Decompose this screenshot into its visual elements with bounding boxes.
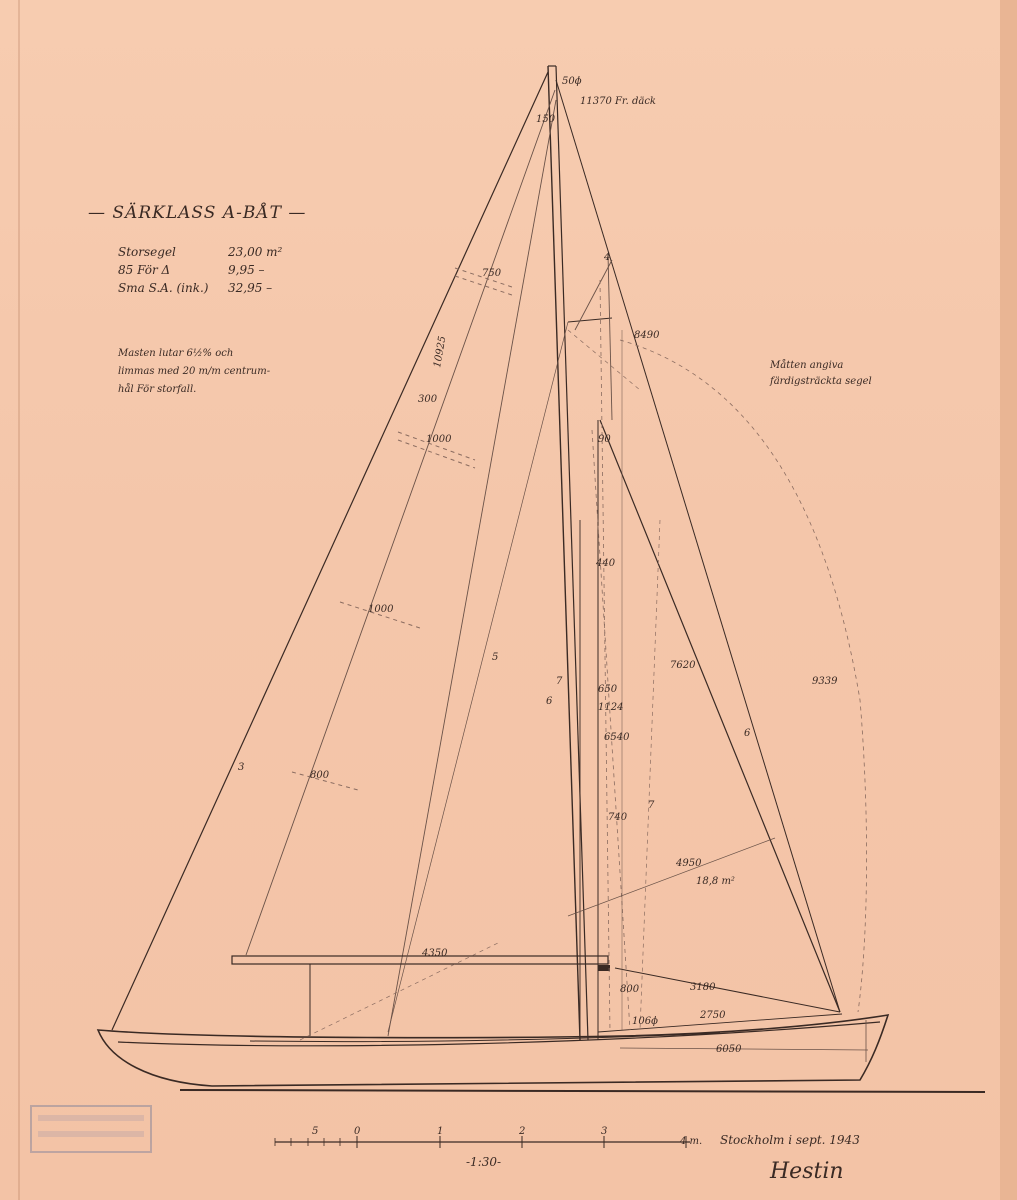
measure-note-line: färdigsträckta segel xyxy=(770,376,872,387)
dim-label: 300 xyxy=(418,394,438,405)
dim-label: 800 xyxy=(620,984,640,995)
dim-label: 4950 xyxy=(676,858,702,869)
scale-tick-label: 5 xyxy=(312,1126,319,1137)
signature: Hestin xyxy=(770,1159,844,1184)
dim-label: 650 xyxy=(598,684,618,695)
archive-stamp xyxy=(30,1105,152,1153)
dim-label: 440 xyxy=(596,558,616,569)
dim-label: 6 xyxy=(546,696,553,707)
dashed-vang xyxy=(300,942,500,1040)
boom xyxy=(232,956,608,964)
height-label: 11370 Fr. däck xyxy=(580,96,656,107)
scale-tick-label: 4 m. xyxy=(680,1136,703,1147)
dim-label: 4350 xyxy=(422,948,448,959)
stamp-line xyxy=(38,1131,144,1137)
dim-label: 1124 xyxy=(598,702,624,713)
sail-row-value: 23,00 m² xyxy=(228,245,283,259)
mast-top-label: 50ϕ xyxy=(562,76,582,87)
dim-label: 6 xyxy=(744,728,751,739)
sheave-label: 150 xyxy=(536,114,556,125)
dim-label: 800 xyxy=(310,770,330,781)
dim-label: 10925 xyxy=(432,335,449,369)
dim-label: 5 xyxy=(492,652,499,663)
sail-row-value: 32,95 – xyxy=(228,281,273,295)
mast-note-line: Masten lutar 6½% och xyxy=(118,348,234,359)
mast-aft xyxy=(548,66,580,1040)
measure-note-line: Måtten angiva xyxy=(770,360,844,371)
dim-label: 2750 xyxy=(700,1010,726,1021)
dashed-brace xyxy=(568,330,640,390)
mast-fore xyxy=(556,66,588,1040)
sail-row-label: Storsegel xyxy=(118,245,176,259)
dim-label: 750 xyxy=(482,268,502,279)
dim-label: 106ϕ xyxy=(632,1016,658,1027)
dim-label: 6050 xyxy=(716,1044,742,1055)
scale-tick-label: 0 xyxy=(354,1126,361,1137)
spreader-upper xyxy=(568,318,612,322)
dim-label: 3 xyxy=(238,762,245,773)
dim-label: 1000 xyxy=(368,604,394,615)
dim-label: 740 xyxy=(608,812,628,823)
sail-row-value: 9,95 – xyxy=(228,263,265,277)
dim-label: 90 xyxy=(598,434,611,445)
hull-length-line xyxy=(620,1048,868,1050)
sail-row-label: Sma S.A. (ink.) xyxy=(118,281,209,295)
dim-label: 1000 xyxy=(426,434,452,445)
mast-note-line: hål För storfall. xyxy=(118,384,197,395)
shroud-line xyxy=(608,254,612,420)
dim-label: 7620 xyxy=(670,660,696,671)
dim-4950-line xyxy=(568,838,775,916)
scale-tick-label: 3 xyxy=(601,1126,608,1137)
dim-label: 18,8 m² xyxy=(696,876,735,887)
dim-label: 7 xyxy=(648,800,655,811)
scale-bar xyxy=(275,1136,690,1148)
scale-tick-label: 1 xyxy=(437,1126,444,1137)
place-date: Stockholm i sept. 1943 xyxy=(720,1133,860,1147)
scale-ratio: -1:30- xyxy=(466,1155,502,1169)
dim-label: 4 xyxy=(604,252,611,263)
dashed-staysail xyxy=(640,520,660,1030)
sail-row-label: 85 För Δ xyxy=(118,263,171,277)
dashed-luff xyxy=(600,280,610,1032)
stamp-line xyxy=(38,1115,144,1121)
gooseneck xyxy=(598,965,610,971)
dim-label: 8490 xyxy=(634,330,660,341)
dim-label: 9339 xyxy=(812,676,838,687)
battens xyxy=(292,268,515,790)
jib-foot xyxy=(615,968,840,1012)
drawing-title: — SÄRKLASS A-BÅT — xyxy=(88,203,307,223)
forestay xyxy=(556,80,840,1012)
scale-tick-label: 2 xyxy=(519,1126,526,1137)
sheer-line xyxy=(118,1022,880,1046)
dim-label: 3180 xyxy=(690,982,716,993)
shroud-lower xyxy=(388,322,568,1032)
dim-label: 7 xyxy=(556,676,563,687)
mast-note-line: limmas med 20 m/m centrum- xyxy=(118,366,271,377)
hull-outline xyxy=(98,1015,888,1086)
waterline xyxy=(180,1090,985,1092)
dim-label: 6540 xyxy=(604,732,630,743)
